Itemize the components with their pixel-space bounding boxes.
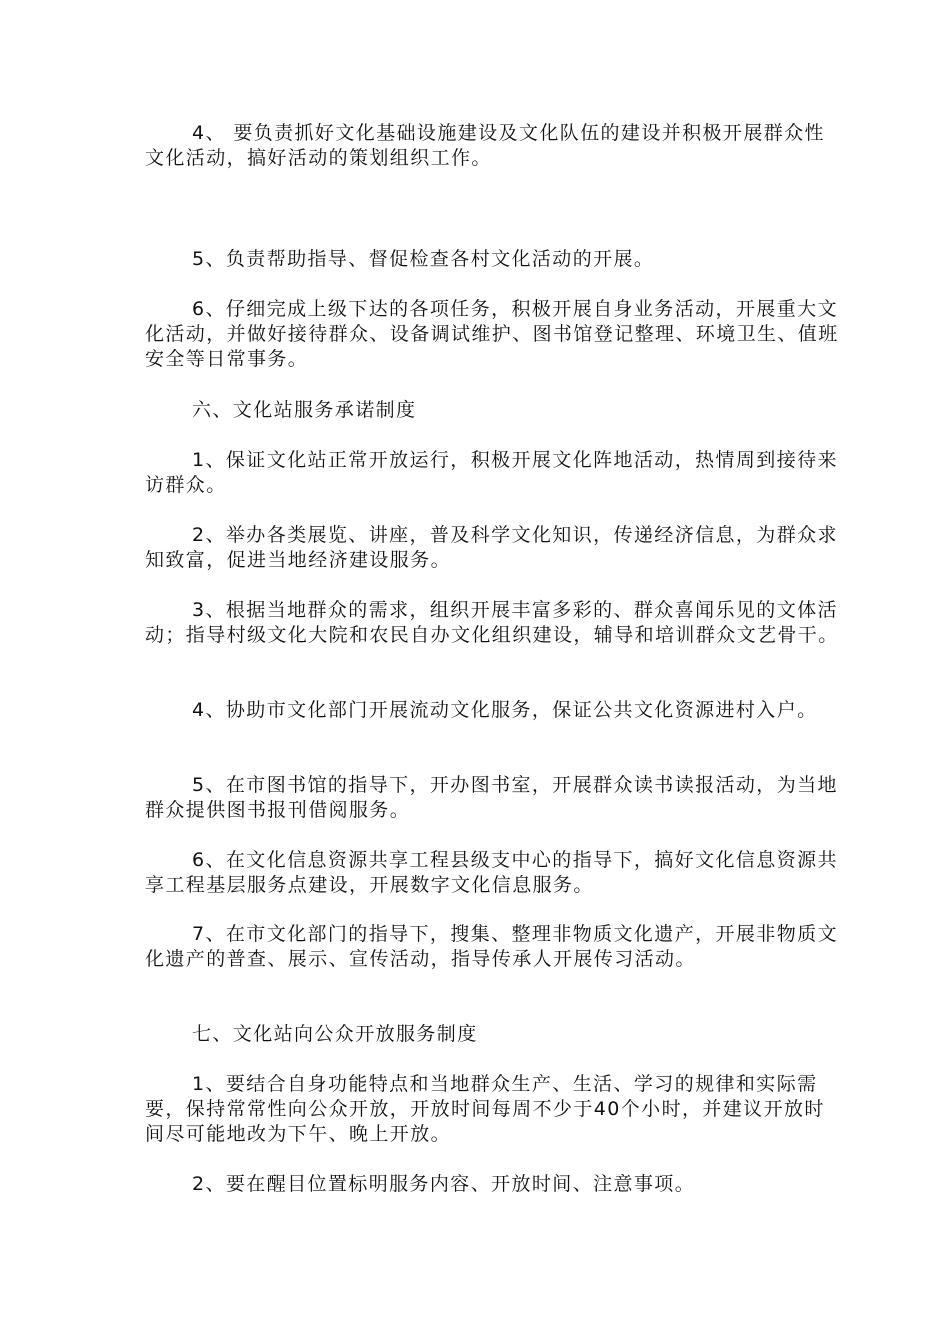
paragraph-open-service-2: 2、要在醒目位置标明服务内容、开放时间、注意事项。 [192, 1173, 696, 1195]
paragraph-commitment-5: 5、在市图书馆的指导下，开办图书室，开展群众读书读报活动，为当地群众提供图书报刊借阅服务。 [145, 774, 838, 821]
paragraph-commitment-1: 1、保证文化站正常开放运行，积极开展文化阵地活动，热情周到接待来访群众。 [145, 449, 838, 496]
paragraph-commitment-7: 7、在市文化部门的指导下，搜集、整理非物质文化遗产，开展非物质文化遗产的普查、展示、宣传活动，指导传承人开展传习活动。 [145, 923, 838, 970]
paragraph-item-5-duty: 5、负责帮助指导、督促检查各村文化活动的开展。 [192, 248, 655, 270]
paragraph-commitment-2: 2、举办各类展览、讲座，普及科学文化知识，传递经济信息，为群众求知致富，促进当地经济建设服务。 [145, 524, 838, 571]
paragraph-open-service-1: 1、要结合自身功能特点和当地群众生产、生活、学习的规律和实际需要，保持常常性向公众开放，开放时间每周不少于40个小时，并建议开放时间尽可能地改为下午、晚上开放。 [145, 1073, 825, 1145]
section-heading-seven: 七、文化站向公众开放服务制度 [192, 1023, 478, 1045]
paragraph-commitment-4: 4、协助市文化部门开展流动文化服务，保证公共文化资源进村入户。 [192, 699, 818, 721]
paragraph-item-4-duty: 4、 要负责抓好文化基础设施建设及文化队伍的建设并积极开展群众性文化活动，搞好活动的策划组织工作。 [145, 122, 825, 169]
paragraph-item-6-duty: 6、仔细完成上级下达的各项任务，积极开展自身业务活动，开展重大文化活动，并做好接待群众、设备调试维护、图书馆登记整理、环境卫生、值班安全等日常事务。 [145, 298, 839, 370]
paragraph-commitment-3: 3、根据当地群众的需求，组织开展丰富多彩的、群众喜闻乐见的文体活动；指导村级文化大院和农民自办文化组织建设，辅导和培训群众文艺骨干。 [145, 599, 839, 646]
paragraph-commitment-6: 6、在文化信息资源共享工程县级支中心的指导下，搞好文化信息资源共享工程基层服务点建设，开展数字文化信息服务。 [145, 849, 838, 896]
section-heading-six: 六、文化站服务承诺制度 [192, 399, 417, 421]
